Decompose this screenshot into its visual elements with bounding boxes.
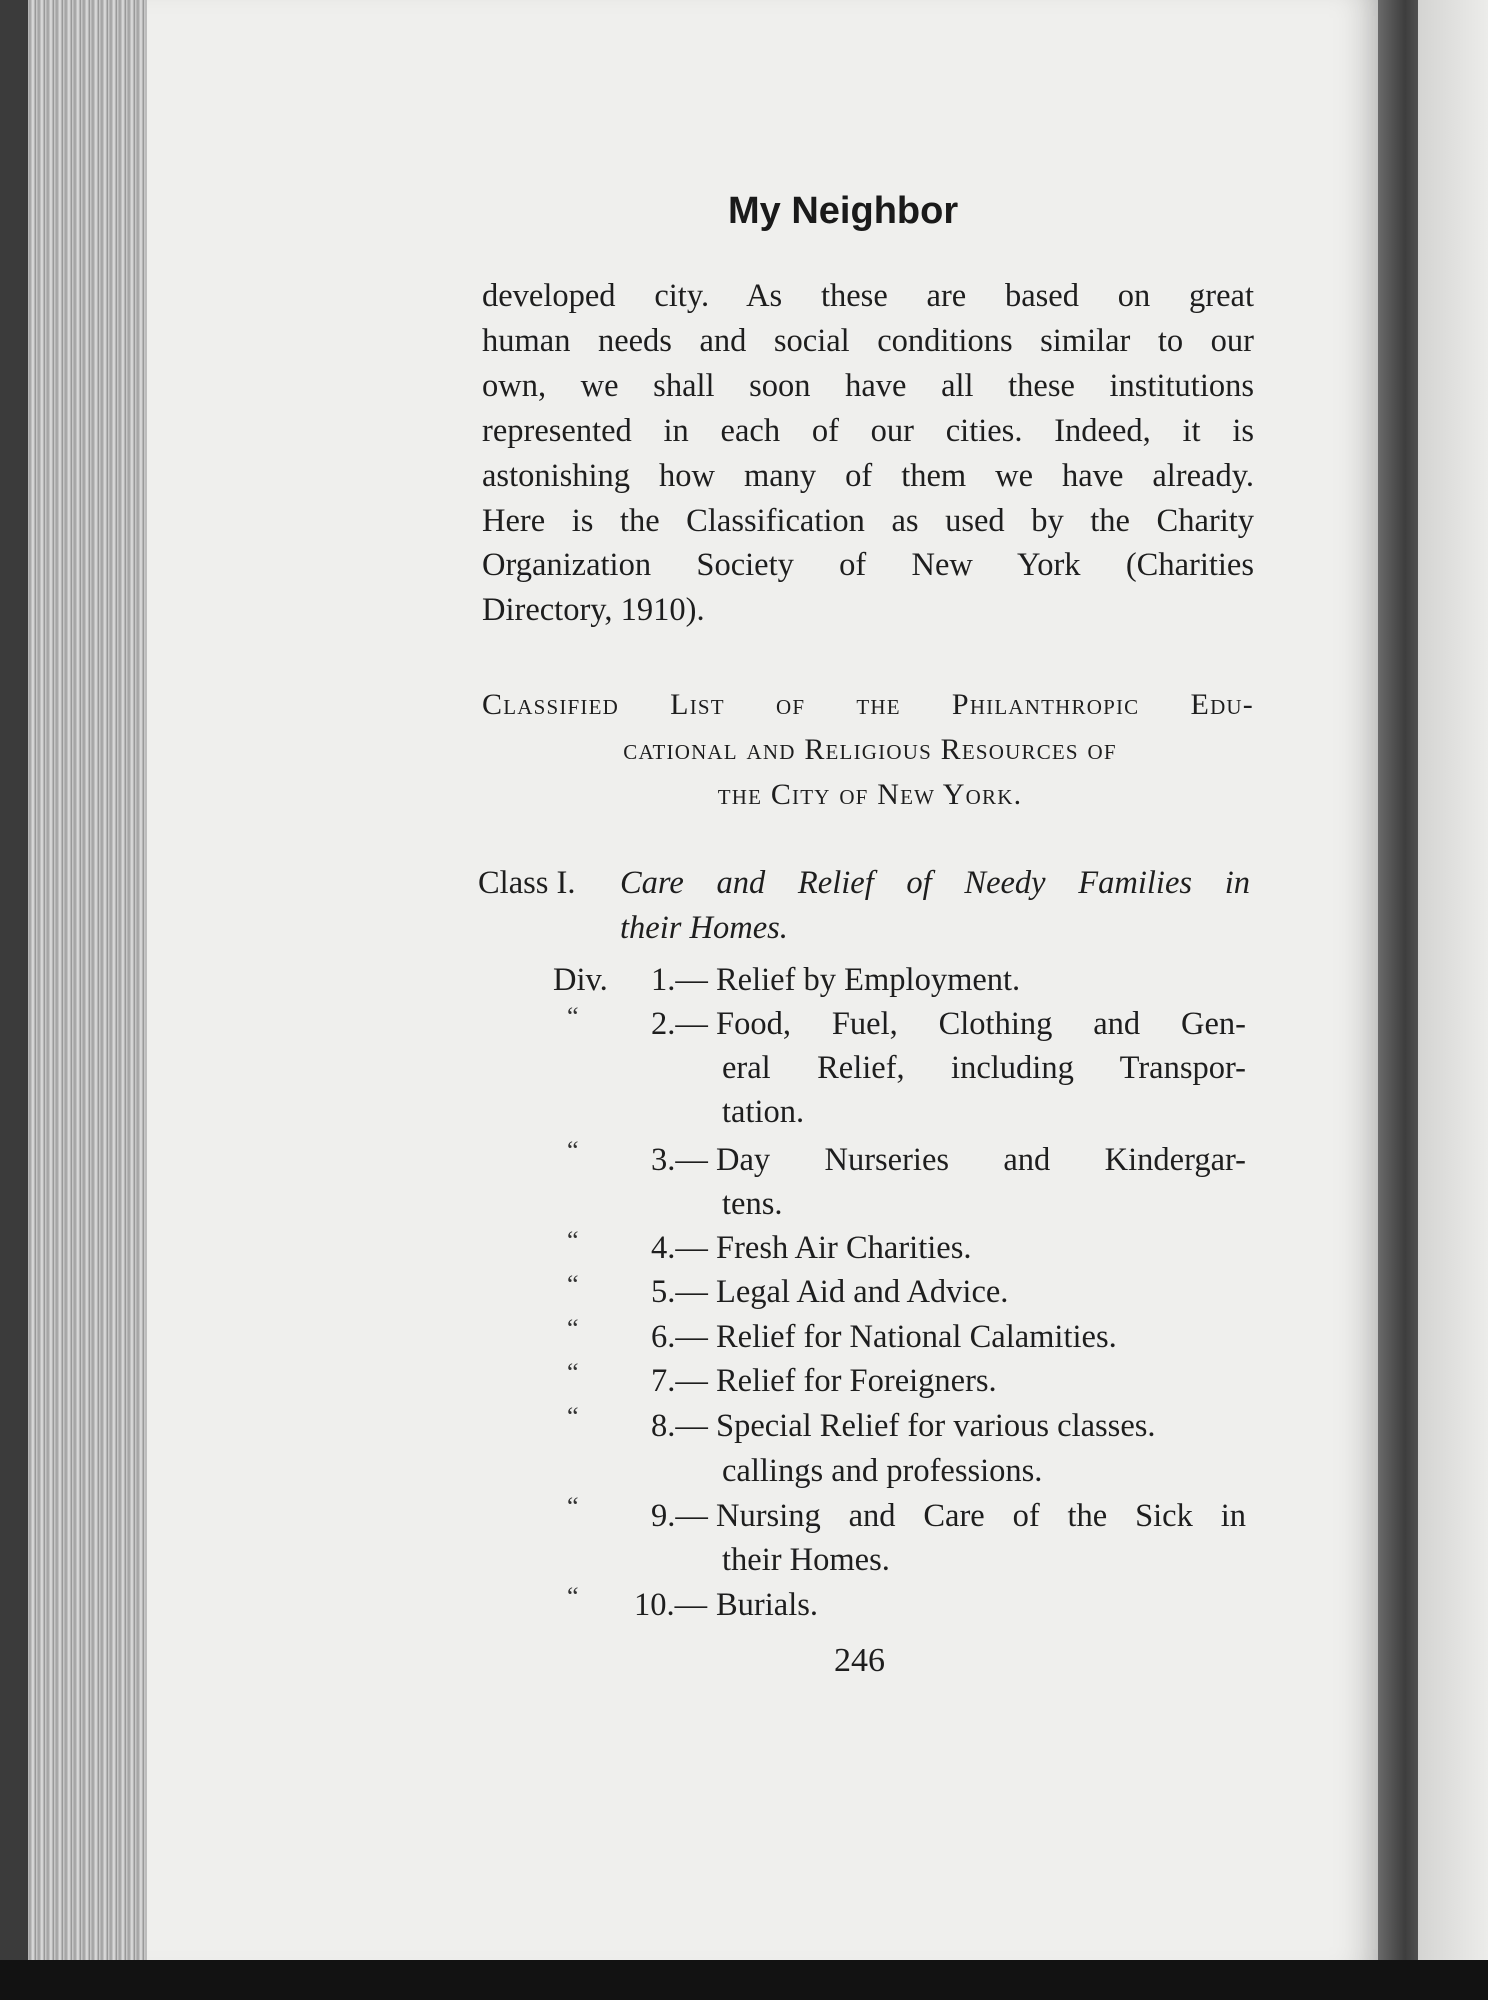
division-text: Burials.	[716, 1587, 819, 1623]
division-number: 9.—	[651, 1498, 708, 1534]
ditto-mark: “	[567, 1582, 579, 1611]
ditto-mark: “	[567, 1002, 579, 1031]
division-number: 5.—	[651, 1274, 708, 1310]
division-text: their Homes.	[722, 1542, 890, 1578]
division-text: Special Relief for various classes.	[716, 1408, 1156, 1444]
division-text: tens.	[722, 1186, 783, 1222]
facing-page-edge	[1418, 0, 1488, 1965]
division-number: 2.—	[651, 1006, 708, 1042]
division-number: 6.—	[651, 1319, 708, 1355]
division-number: 10.—	[634, 1587, 708, 1623]
division-number: 7.—	[651, 1363, 708, 1399]
division-text: Relief by Employment.	[716, 962, 1021, 998]
list-heading-line: Classified List of the Philanthropic Edu-	[482, 688, 1254, 721]
paragraph-line: Here is the Classification as used by the Charity	[482, 503, 1254, 539]
list-heading-line: the City of New York.	[717, 778, 1023, 811]
book-cover-edge	[0, 0, 28, 2000]
division-text: Day Nurseries and Kindergar-	[716, 1142, 1246, 1178]
ditto-mark: “	[567, 1226, 579, 1255]
list-heading-line: cational and Religious Resources of	[623, 733, 1117, 766]
division-text: Nursing and Care of the Sick in	[716, 1498, 1246, 1534]
division-number: 1.—	[651, 962, 708, 998]
paragraph-line: human needs and social conditions similar to our	[482, 323, 1254, 359]
ditto-mark: “	[567, 1358, 579, 1387]
class-label: Class I.	[478, 865, 576, 901]
division-text: Relief for National Calamities.	[716, 1319, 1117, 1355]
book-gutter	[1378, 0, 1423, 1965]
division-number: 3.—	[651, 1142, 708, 1178]
ditto-mark: “	[567, 1270, 579, 1299]
division-text: Fresh Air Charities.	[716, 1230, 972, 1266]
paragraph-line: astonishing how many of them we have already.	[482, 458, 1254, 494]
division-text: Relief for Foreigners.	[716, 1363, 997, 1399]
division-text: tation.	[722, 1094, 805, 1130]
division-text: Legal Aid and Advice.	[716, 1274, 1009, 1310]
class-title-line: their Homes.	[620, 910, 788, 946]
ditto-mark: “	[567, 1492, 579, 1521]
page-number: 246	[834, 1642, 885, 1679]
bottom-shadow	[0, 1960, 1488, 2000]
ditto-mark: “	[567, 1314, 579, 1343]
division-text: Food, Fuel, Clothing and Gen-	[716, 1006, 1246, 1042]
class-title-line: Care and Relief of Needy Families in	[620, 865, 1250, 901]
ditto-mark: “	[567, 1136, 579, 1165]
ditto-mark: “	[567, 1402, 579, 1431]
division-label: Div.	[553, 962, 608, 998]
paragraph-line: Directory, 1910).	[482, 592, 705, 628]
division-number: 8.—	[651, 1408, 708, 1444]
division-text: callings and professions.	[722, 1453, 1043, 1489]
paragraph-line: developed city. As these are based on great	[482, 278, 1254, 314]
division-number: 4.—	[651, 1230, 708, 1266]
running-title: My Neighbor	[728, 190, 959, 232]
paragraph-line: own, we shall soon have all these institutions	[482, 368, 1254, 404]
division-text: eral Relief, including Transpor-	[722, 1050, 1246, 1086]
paragraph-line: Organization Society of New York (Charities	[482, 547, 1254, 583]
paragraph-line: represented in each of our cities. Indeed, it is	[482, 413, 1254, 449]
